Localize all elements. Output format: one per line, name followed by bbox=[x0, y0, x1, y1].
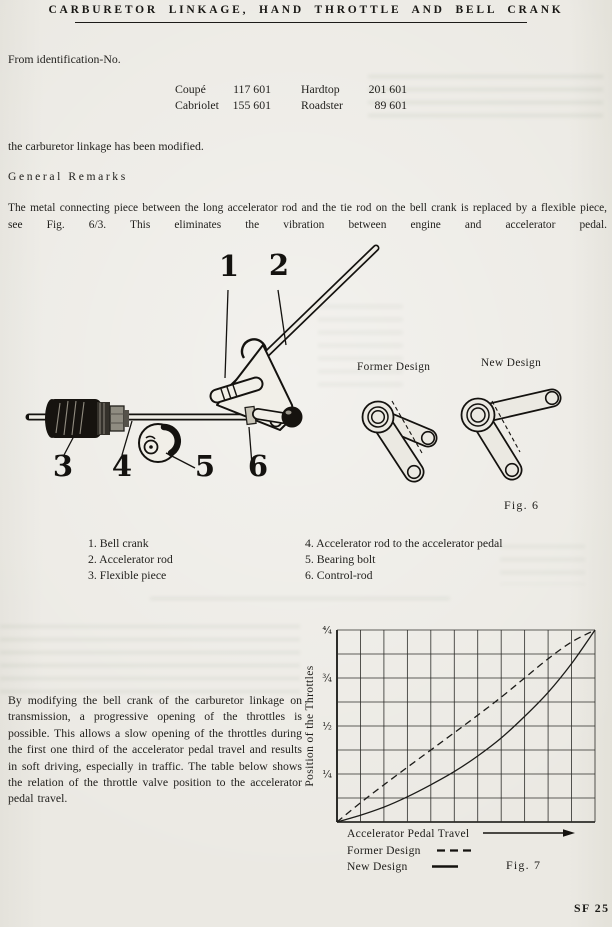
column-gap bbox=[271, 82, 301, 98]
body-paragraph: By modifying the bell crank of the carburetor linkage on transmission, a progressive opening of the throttles is possible. This allows a slow opening of the throttles during the first one third of the accelerator pedal travel and results in soft driving, especially in traffic. The table below shows the relation of the throttle valve position to the accelerator pedal travel. bbox=[8, 693, 302, 806]
figure6-design-comparison bbox=[350, 385, 580, 495]
callout-1: 1 bbox=[218, 249, 240, 283]
legend-label: New Design bbox=[347, 859, 408, 873]
table-row bbox=[175, 82, 407, 98]
figure7-chart bbox=[300, 608, 602, 824]
parts-item: 5. Bearing bolt bbox=[305, 552, 376, 567]
right-arrow-icon bbox=[483, 827, 575, 839]
dashed-line-sample bbox=[437, 846, 473, 854]
parts-list-right bbox=[305, 535, 503, 583]
legend-label: Former Design bbox=[347, 843, 421, 857]
identification-intro: From identification-No. bbox=[8, 52, 121, 66]
model-number: 89 601 bbox=[374, 97, 407, 112]
flexible-piece-cylinder bbox=[45, 399, 129, 438]
former-design-label: Former Design bbox=[357, 361, 431, 373]
callout-6: 6 bbox=[247, 449, 269, 483]
model-name: Coupé bbox=[175, 82, 206, 96]
ball-joint bbox=[282, 407, 303, 428]
model-number: 201 601 bbox=[368, 82, 407, 96]
title-rule bbox=[75, 22, 527, 23]
general-remarks-heading: General Remarks bbox=[8, 170, 128, 183]
table-row bbox=[175, 98, 407, 114]
y-tick-label: ¼ bbox=[322, 769, 332, 781]
callout-3: 3 bbox=[52, 449, 74, 483]
chart-x-axis-label: Accelerator Pedal Travel bbox=[347, 826, 470, 840]
chart-x-axis-row bbox=[347, 826, 575, 840]
general-remarks-body: The metal connecting piece between the long accelerator rod and the tie rod on the bell crank is replaced by a flexible piece, see Fig. 6/3. This eliminates the vibration between engine and accelerator pedal. bbox=[8, 202, 607, 231]
parts-item: 3. Flexible piece bbox=[88, 568, 167, 583]
page-title: CARBURETOR LINKAGE, HAND THROTTLE AND BELL CRANK bbox=[48, 4, 564, 16]
chart-legend-former bbox=[347, 843, 473, 857]
former-design-crank bbox=[363, 401, 435, 478]
model-number: 155 601 bbox=[232, 97, 271, 112]
identification-table bbox=[175, 82, 407, 113]
parts-item: 4. Accelerator rod to the accelerator pedal bbox=[305, 536, 503, 550]
parts-list-left bbox=[88, 535, 173, 583]
new-design-label: New Design bbox=[481, 357, 542, 369]
column-gap bbox=[271, 98, 301, 114]
figure6-label: Fig. 6 bbox=[504, 498, 540, 512]
page-number: SF 25 bbox=[574, 901, 610, 915]
model-number: 117 601 bbox=[233, 82, 271, 96]
chart-legend-new bbox=[347, 859, 458, 873]
callout-5: 5 bbox=[194, 449, 216, 483]
callout-2: 2 bbox=[268, 248, 290, 282]
y-tick-label: ¾ bbox=[322, 673, 332, 685]
figure7-label: Fig. 7 bbox=[506, 858, 542, 872]
parts-item: 2. Accelerator rod bbox=[88, 552, 173, 567]
modified-line: the carburetor linkage has been modified. bbox=[8, 139, 204, 153]
callout-4: 4 bbox=[111, 449, 133, 483]
model-name: Roadster bbox=[301, 97, 343, 112]
new-design-crank bbox=[462, 392, 559, 477]
y-tick-label: ⁴⁄₄ bbox=[322, 625, 332, 637]
model-name: Cabriolet bbox=[175, 97, 219, 112]
parts-item: 1. Bell crank bbox=[88, 536, 149, 550]
parts-item: 6. Control-rod bbox=[305, 568, 373, 583]
y-tick-label: ½ bbox=[322, 721, 332, 733]
model-name: Hardtop bbox=[301, 82, 340, 96]
chart-y-axis-label: Position of the Throttles bbox=[304, 665, 316, 787]
solid-line-sample bbox=[432, 862, 458, 870]
